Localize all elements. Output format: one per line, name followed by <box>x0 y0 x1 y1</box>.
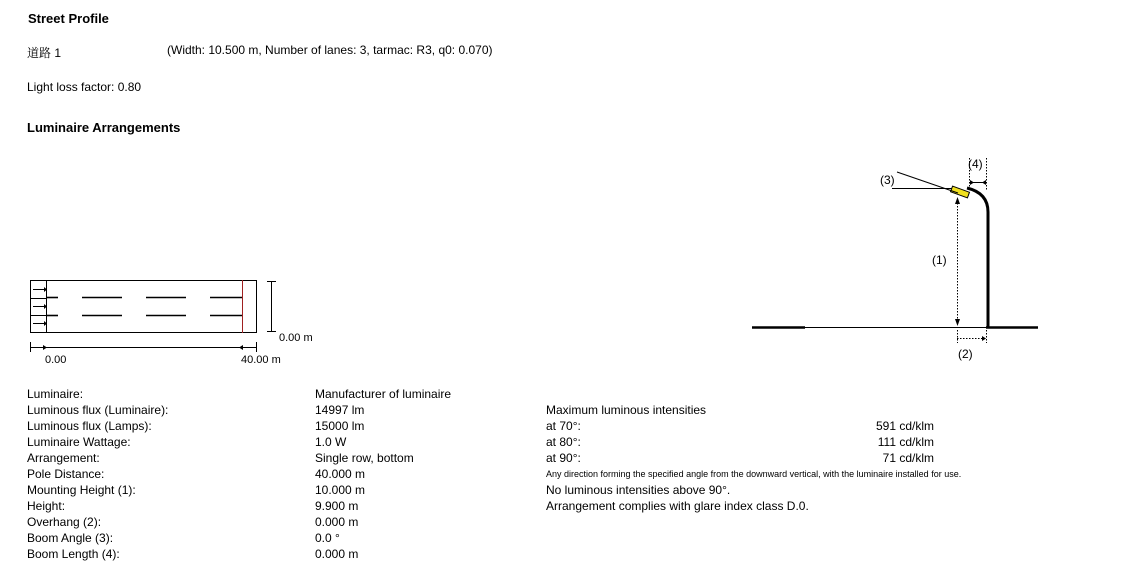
intensity-value: 71 cd/klm <box>882 451 934 465</box>
pole-label-1: (1) <box>932 253 947 267</box>
property-label: Luminaire Wattage: <box>27 435 131 449</box>
property-value: 9.900 m <box>315 499 359 513</box>
property-label: Height: <box>27 499 66 513</box>
property-value: Single row, bottom <box>315 451 414 465</box>
intensity-value: 591 cd/klm <box>875 419 934 433</box>
property-label: Boom Angle (3): <box>27 531 114 545</box>
luminaire-arrangements-heading: Luminaire Arrangements <box>27 120 181 135</box>
property-value: 1.0 W <box>315 435 347 449</box>
glare-class-note: Arrangement complies with glare index class D.0. <box>546 499 809 513</box>
luminaire-shape <box>951 186 970 198</box>
light-loss-factor: Light loss factor: 0.80 <box>27 80 142 94</box>
boom-angle-line <box>897 172 958 193</box>
property-label: Pole Distance: <box>27 467 105 481</box>
property-label: Mounting Height (1): <box>27 483 136 497</box>
height-scale-label: 0.00 m <box>279 332 313 344</box>
pole-label-4: (4) <box>968 157 983 171</box>
intensity-angle: at 80°: <box>546 435 581 449</box>
property-value: 14997 lm <box>315 403 365 417</box>
property-label: Luminous flux (Luminaire): <box>27 403 169 417</box>
property-value: 0.0 ° <box>315 531 340 545</box>
property-value: Manufacturer of luminaire <box>315 387 452 401</box>
property-value: 15000 lm <box>315 419 365 433</box>
property-value: 0.000 m <box>315 515 359 529</box>
pole-label-3: (3) <box>880 173 895 187</box>
road-details: (Width: 10.500 m, Number of lanes: 3, tarmac: R3, q0: 0.070) <box>167 43 493 57</box>
scale-end-label: 40.00 m <box>241 354 281 366</box>
road-name: 道路 1 <box>27 46 62 60</box>
no-intensities-note: No luminous intensities above 90°. <box>546 483 731 497</box>
intensity-angle: at 70°: <box>546 419 581 433</box>
property-label: Luminous flux (Lamps): <box>27 419 152 433</box>
pole-shaft <box>967 188 988 327</box>
intensities-title: Maximum luminous intensities <box>546 403 707 417</box>
property-value: 10.000 m <box>315 483 366 497</box>
property-label: Overhang (2): <box>27 515 102 529</box>
property-label: Boom Length (4): <box>27 547 120 561</box>
property-value: 40.000 m <box>315 467 366 481</box>
property-label: Luminaire: <box>27 387 84 401</box>
property-value: 0.000 m <box>315 547 359 561</box>
street-profile-heading: Street Profile <box>28 11 109 26</box>
scale-start-label: 0.00 <box>45 354 67 366</box>
property-label: Arrangement: <box>27 451 100 465</box>
intensity-value: 111 cd/klm <box>877 435 934 449</box>
intensity-angle: at 90°: <box>546 451 581 465</box>
intensity-note: Any direction forming the specified angle from the downward vertical, with the luminaire installed for use. <box>546 469 962 479</box>
pole-label-2: (2) <box>958 347 973 361</box>
